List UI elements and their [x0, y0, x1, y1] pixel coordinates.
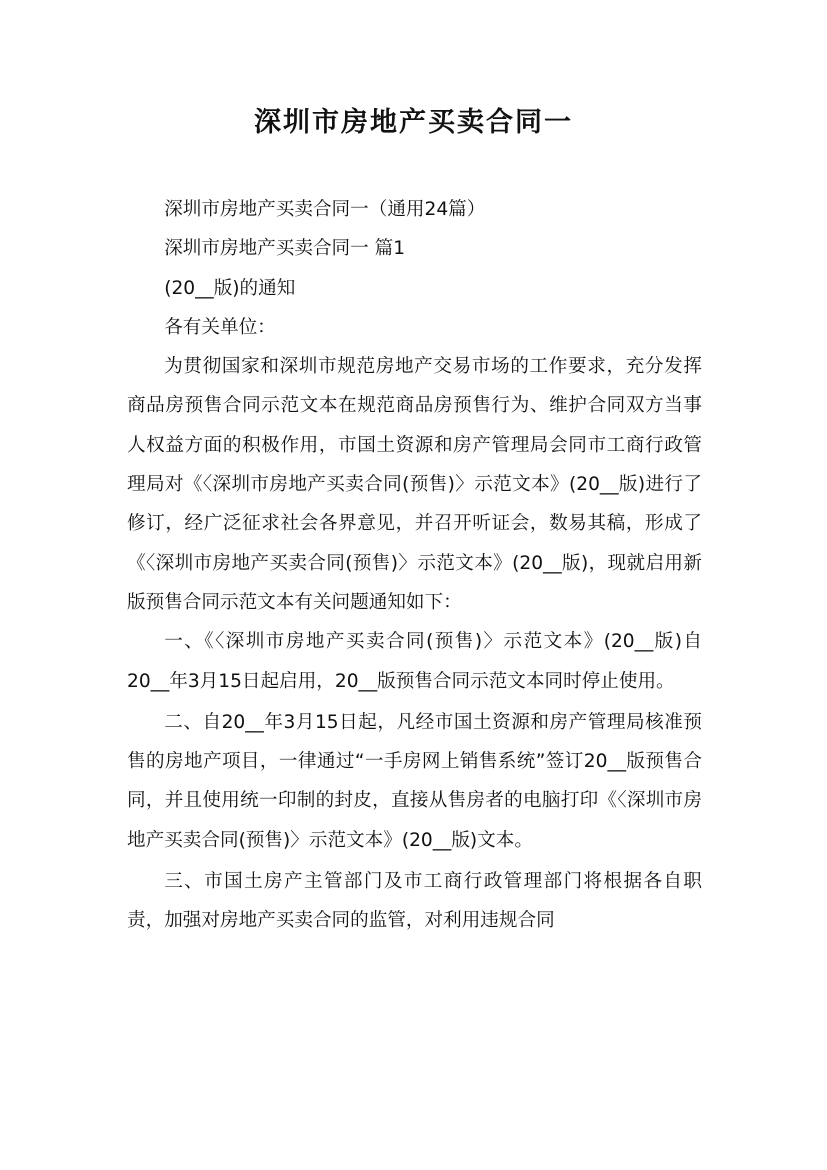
document-title: 深圳市房地产买卖合同一 — [254, 107, 573, 138]
paragraph-item-2: 二、自20__年3月15日起，凡经市国土资源和房产管理局核准预售的房地产项目，一律通过“一手房网上销售系统”签订20__版预售合同，并且使用统一印制的封皮，直接从售房者的电脑打印《〈深圳市房地产买卖合同(预售)〉示范文本》(20__版)文本。 — [127, 711, 702, 851]
section-heading: 深圳市房地产买卖合同一 篇1 — [164, 238, 406, 260]
document-body — [127, 190, 702, 941]
paragraph-intro: 为贯彻国家和深圳市规范房地产交易市场的工作要求，充分发挥商品房预售合同示范文本在规范商品房预售行为、维护合同双方当事人权益方面的积极作用，市国土资源和房产管理局会同市工商行政管理局对《〈深圳市房地产买卖合同(预售)〉示范文本》(20__版)进行了修订，经广泛征求社会各界意见，并召开听证会，数易其稿，形成了《〈深圳市房地产买卖合同(预售)〉示范文本》(20__版)，现就启用新版预售合同示范文本有关问题通知如下： — [127, 356, 702, 613]
salutation: 各有关单位： — [164, 316, 276, 338]
paragraph-item-1: 一、《〈深圳市房地产买卖合同(预售)〉示范文本》(20__版)自20__年3月15日起启用，20__版预售合同示范文本同时停止使用。 — [127, 631, 702, 692]
contents-heading: 深圳市房地产买卖合同一（通用24篇） — [164, 199, 486, 220]
notice-title-line: (20__版)的通知 — [164, 277, 296, 299]
paragraph-item-3: 三、市国土房产主管部门及市工商行政管理部门将根据各自职责，加强对房地产买卖合同的监管，对利用违规合同 — [127, 871, 702, 932]
